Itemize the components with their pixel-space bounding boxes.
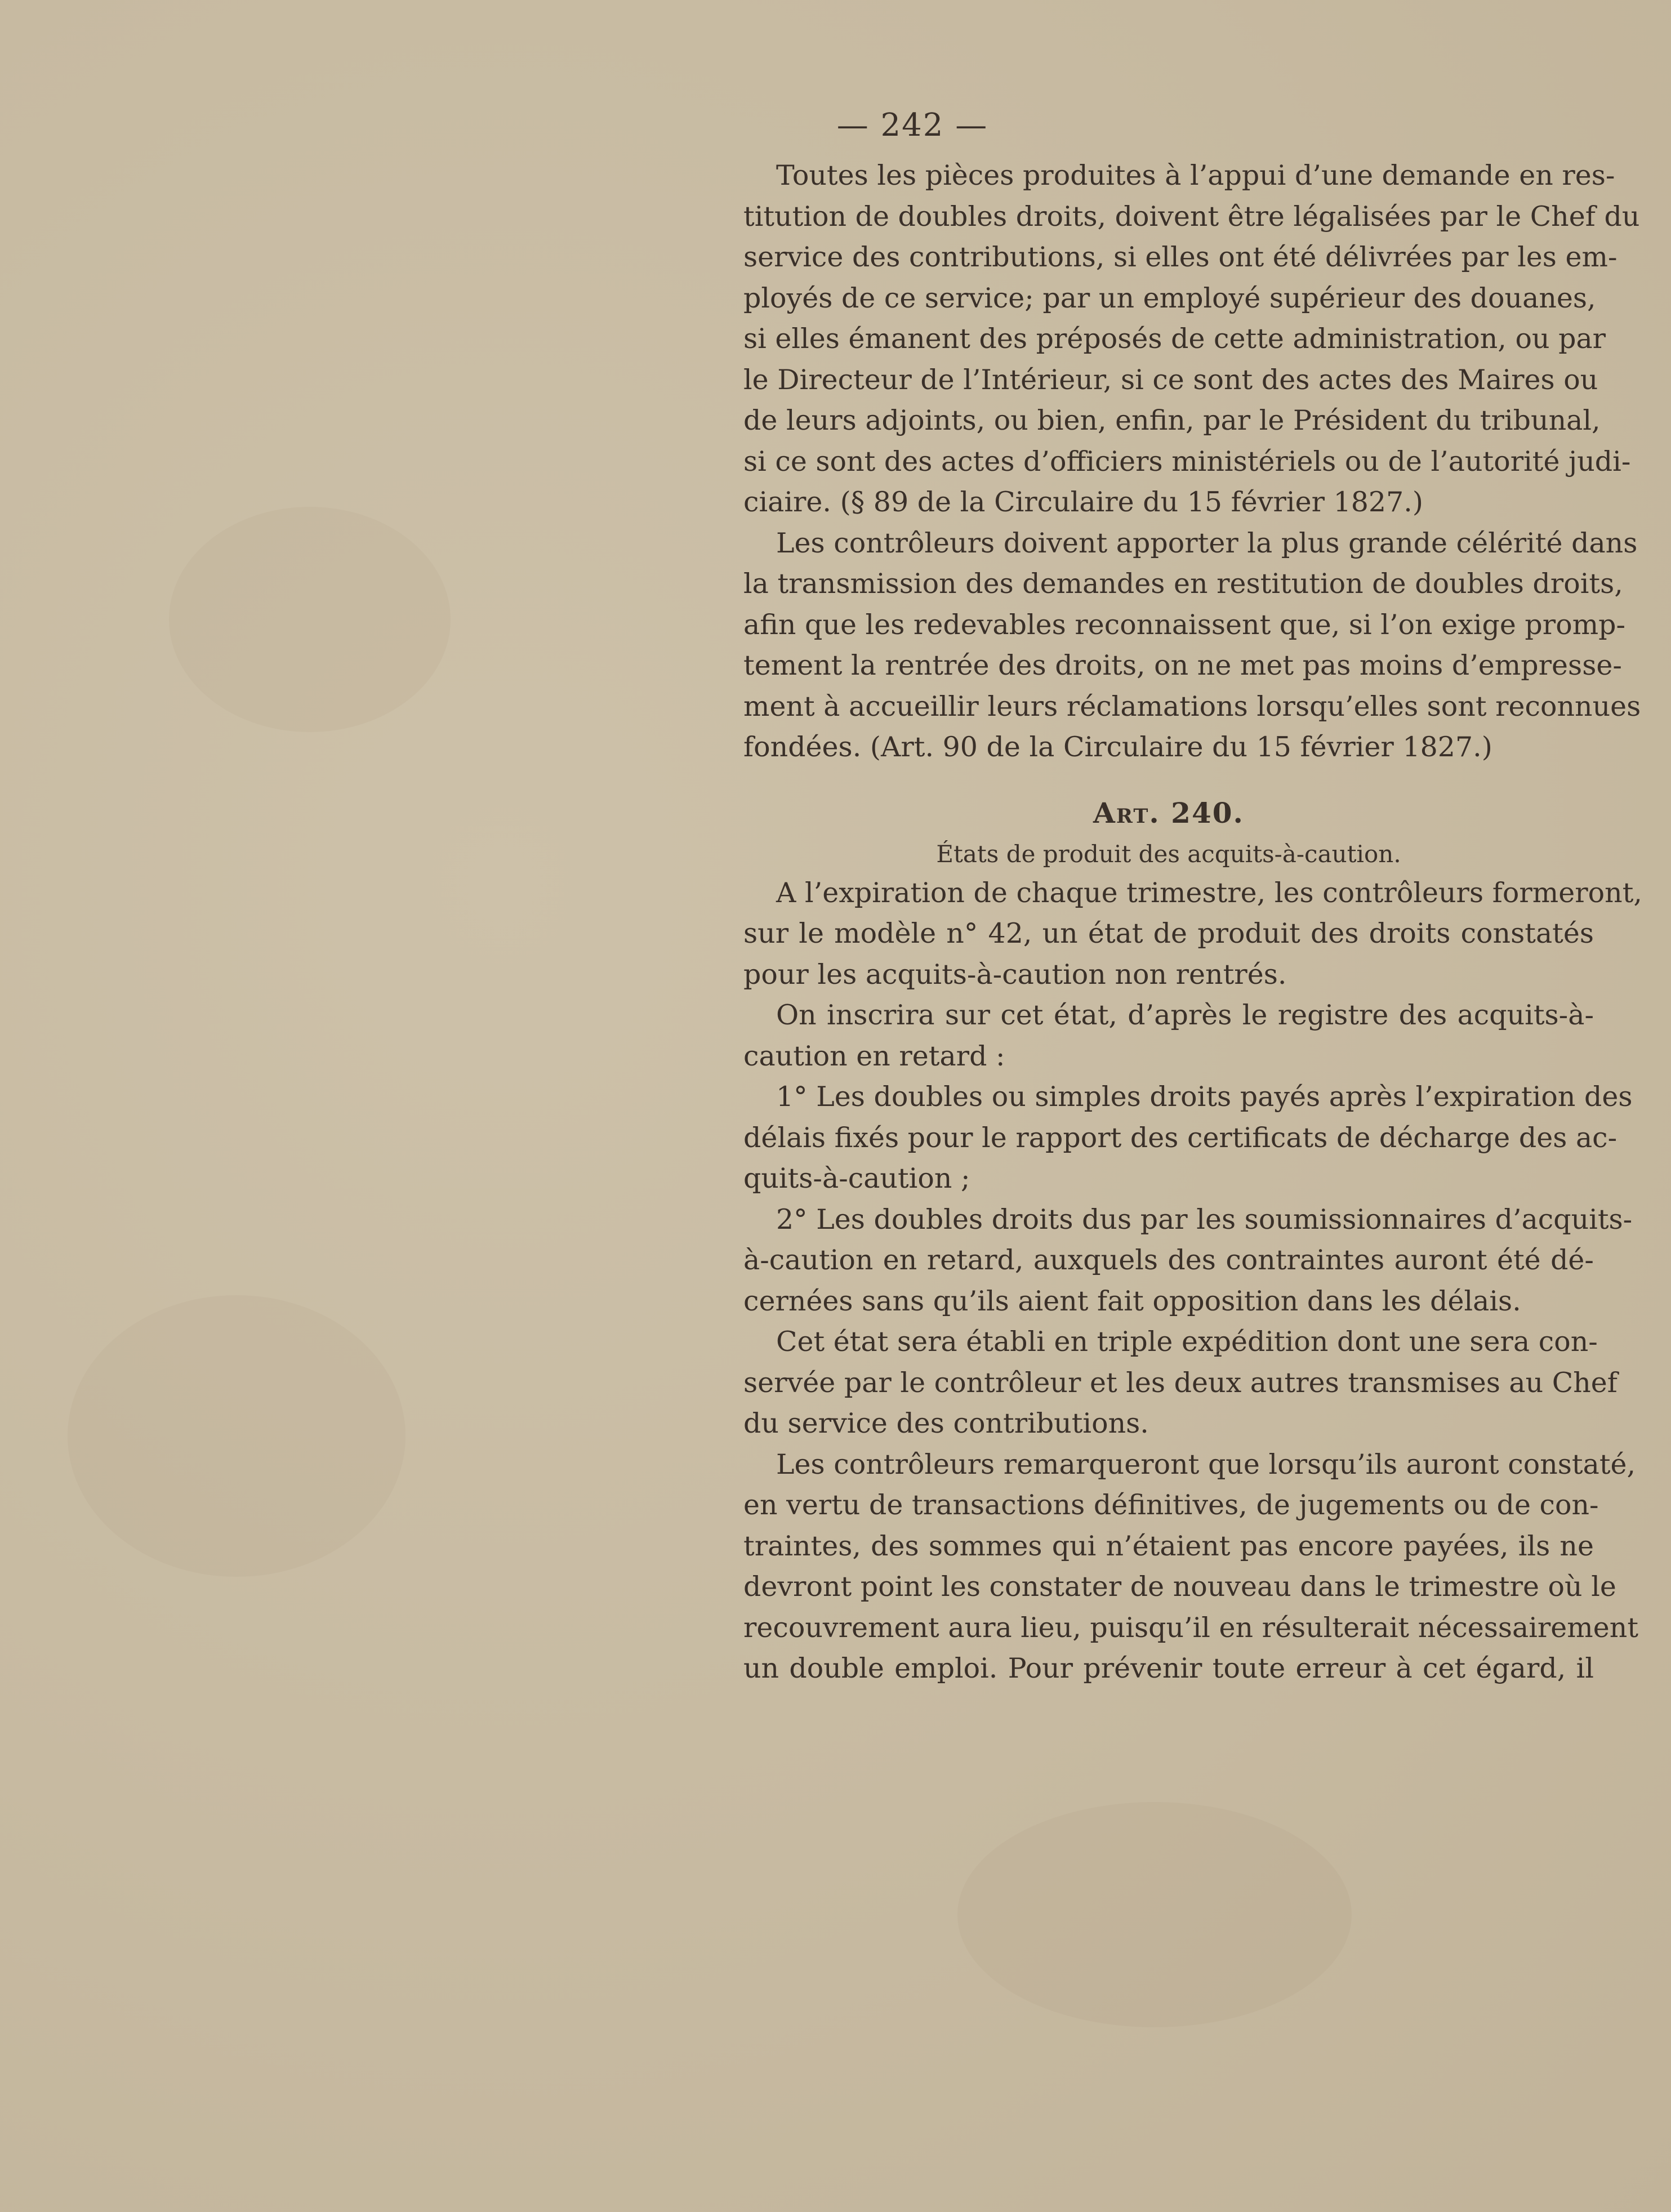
page-number: — 242 — bbox=[836, 107, 988, 144]
text-line: si ce sont des actes d’officiers ministériels ou de l’autorité judi- bbox=[743, 445, 1631, 478]
paragraph-remarque bbox=[743, 1444, 1639, 1689]
text-line: 2° Les doubles droits dus par les soumissionnaires d’acquits- bbox=[776, 1203, 1633, 1236]
paper-stain bbox=[957, 1802, 1352, 2027]
text-line: du service des contributions. bbox=[743, 1407, 1149, 1439]
text-line: un double emploi. Pour prévenir toute erreur à cet égard, il bbox=[743, 1652, 1594, 1684]
text-line: cernées sans qu’ils aient fait opposition dans les délais. bbox=[743, 1285, 1521, 1317]
text-line: titution de doubles droits, doivent être légalisées par le Chef du bbox=[743, 200, 1640, 233]
text-line: ciaire. (§ 89 de la Circulaire du 15 février 1827.) bbox=[743, 486, 1423, 518]
text-line: afin que les redevables reconnaissent que, si l’on exige promp- bbox=[743, 608, 1626, 641]
text-line: sur le modèle n° 42, un état de produit des droits constatés bbox=[743, 917, 1594, 949]
paragraph-expiration bbox=[743, 873, 1642, 996]
paper-stain bbox=[169, 507, 451, 732]
paper-stain bbox=[68, 1295, 406, 1577]
text-line: ployés de ce service; par un employé supérieur des douanes, bbox=[743, 282, 1596, 314]
section-gap bbox=[743, 768, 1594, 791]
text-line: Toutes les pièces produites à l’appui d’une demande en res- bbox=[776, 159, 1615, 191]
text-line: Les contrôleurs remarqueront que lorsqu’ils auront constaté, bbox=[776, 1448, 1636, 1480]
text-line: On inscrira sur cet état, d’après le registre des acquits-à- bbox=[776, 999, 1594, 1031]
paragraph-expedition bbox=[743, 1322, 1617, 1444]
text-line: Cet état sera établi en triple expédition dont une sera con- bbox=[776, 1326, 1598, 1358]
article-subtitle: États de produit des acquits-à-caution. bbox=[936, 840, 1401, 868]
text-line: à-caution en retard, auxquels des contraintes auront été dé- bbox=[743, 1244, 1594, 1276]
text-line: recouvrement aura lieu, puisqu’il en résulterait nécessairement bbox=[743, 1611, 1639, 1644]
text-line: quits-à-caution ; bbox=[743, 1162, 970, 1194]
text-line: caution en retard : bbox=[743, 1040, 1005, 1072]
text-line: A l’expiration de chaque trimestre, les contrôleurs formeront, bbox=[776, 876, 1642, 909]
text-line: ment à accueillir leurs réclamations lorsqu’elles sont reconnues bbox=[743, 690, 1641, 723]
paragraph-celerite bbox=[743, 523, 1641, 768]
text-line: tement la rentrée des droits, on ne met pas moins d’empresse- bbox=[743, 649, 1622, 681]
text-line: traintes, des sommes qui n’étaient pas encore payées, ils ne bbox=[743, 1529, 1594, 1562]
text-line: pour les acquits-à-caution non rentrés. bbox=[743, 958, 1287, 991]
text-line: de leurs adjoints, ou bien, enfin, par le Président du tribunal, bbox=[743, 404, 1601, 436]
text-line: service des contributions, si elles ont été délivrées par les em- bbox=[743, 241, 1617, 273]
paragraph-item-2 bbox=[743, 1199, 1633, 1322]
paragraph-item-1 bbox=[743, 1077, 1633, 1199]
text-line: délais fixés pour le rapport des certificats de décharge des ac- bbox=[743, 1121, 1617, 1154]
text-line: en vertu de transactions définitives, de jugements ou de con- bbox=[743, 1489, 1599, 1521]
text-line: le Directeur de l’Intérieur, si ce sont des actes des Maires ou bbox=[743, 363, 1598, 396]
text-line: devront point les constater de nouveau dans le trimestre où le bbox=[743, 1571, 1616, 1603]
article-heading: Art. 240. bbox=[1093, 796, 1244, 830]
text-line: Les contrôleurs doivent apporter la plus grande célérité dans bbox=[776, 527, 1638, 559]
text-line: servée par le contrôleur et les deux autres transmises au Chef bbox=[743, 1366, 1617, 1399]
paragraph-inscription bbox=[743, 995, 1594, 1077]
text-line: 1° Les doubles ou simples droits payés après l’expiration des bbox=[776, 1081, 1633, 1113]
body-text bbox=[743, 155, 1642, 1689]
text-line: si elles émanent des préposés de cette administration, ou par bbox=[743, 323, 1606, 355]
text-line: la transmission des demandes en restitution de doubles droits, bbox=[743, 568, 1623, 600]
text-line: fondées. (Art. 90 de la Circulaire du 15 février 1827.) bbox=[743, 731, 1492, 763]
paragraph-legalisation bbox=[743, 155, 1640, 523]
